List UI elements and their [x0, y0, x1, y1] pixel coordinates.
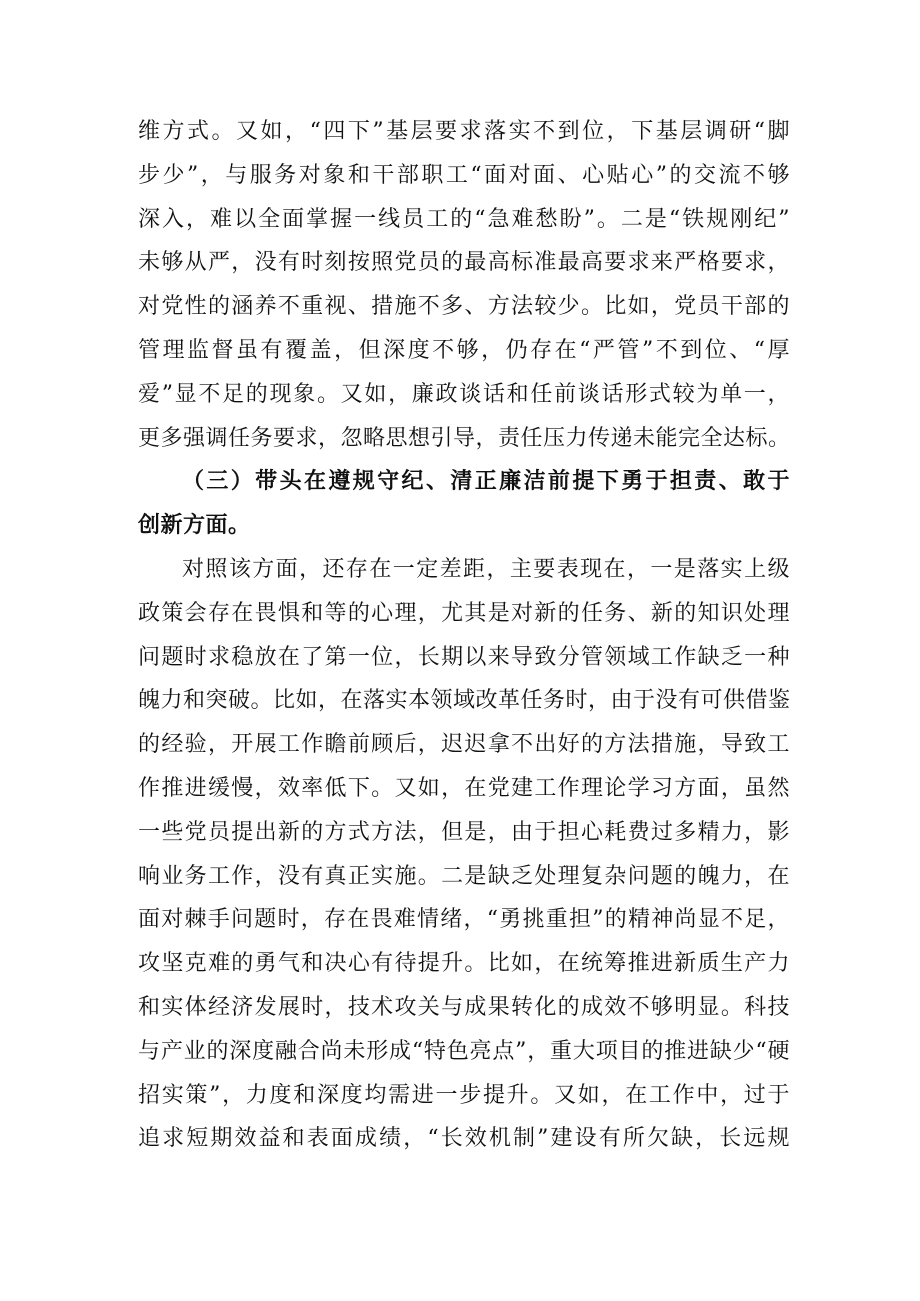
text-line: 问题时求稳放在了第一位，长期以来导致分管领域工作缺乏一种	[138, 644, 790, 670]
text-line: 作推进缓慢，效率低下。又如，在党建工作理论学习方面，虽然	[138, 775, 790, 801]
paragraph-2	[138, 548, 790, 1161]
text-line: 深入，难以全面掌握一线员工的“急难愁盼”。二是“铁规刚纪”	[138, 206, 790, 232]
text-line: 未够从严，没有时刻按照党员的最高标准最高要求来严格要求，	[138, 250, 790, 276]
text-line: 招实策”，力度和深度均需进一步提升。又如，在工作中，过于	[138, 1082, 790, 1108]
text-line: 管理监督虽有覆盖，但深度不够，仍存在“严管”不到位、“厚	[138, 337, 790, 363]
text-line: 的经验，开展工作瞻前顾后，迟迟拿不出好的方法措施，导致工	[138, 732, 790, 758]
text-line: 和实体经济发展时，技术攻关与成果转化的成效不够明显。科技	[138, 994, 790, 1020]
text-line: 爱”显不足的现象。又如，廉政谈话和任前谈话形式较为单一，	[138, 381, 790, 407]
paragraph-1	[138, 110, 790, 460]
text-line: 政策会存在畏惧和等的心理，尤其是对新的任务、新的知识处理	[138, 600, 790, 626]
text-line: 面对棘手问题时，存在畏难情绪，“勇挑重担”的精神尚显不足，	[138, 907, 790, 933]
text-line: 攻坚克难的勇气和决心有待提升。比如，在统筹推进新质生产力	[138, 951, 790, 977]
section-heading	[138, 460, 790, 548]
text-line: 对照该方面，还存在一定差距，主要表现在，一是落实上级	[182, 556, 790, 582]
text-line: 魄力和突破。比如，在落实本领域改革任务时，由于没有可供借鉴	[138, 688, 791, 714]
document-body	[138, 110, 790, 1161]
text-line: 维方式。又如，“四下”基层要求落实不到位，下基层调研“脚	[138, 119, 790, 144]
heading-line: 创新方面。	[138, 513, 251, 539]
text-line: 步少”，与服务对象和干部职工“面对面、心贴心”的交流不够	[138, 162, 790, 188]
heading-line: （三）带头在遵规守纪、清正廉洁前提下勇于担责、敢于	[182, 469, 790, 495]
text-line: 对党性的涵养不重视、措施不多、方法较少。比如，党员干部的	[138, 294, 790, 320]
text-line: 响业务工作，没有真正实施。二是缺乏处理复杂问题的魄力，在	[138, 863, 790, 889]
text-line: 一些党员提出新的方式方法，但是，由于担心耗费过多精力，影	[138, 819, 790, 845]
text-line: 与产业的深度融合尚未形成“特色亮点”，重大项目的推进缺少“硬	[138, 1038, 790, 1064]
text-line: 更多强调任务要求，忽略思想引导，责任压力传递未能完全达标。	[138, 425, 791, 451]
text-line: 追求短期效益和表面成绩，“长效机制”建设有所欠缺，长远规	[138, 1126, 790, 1152]
